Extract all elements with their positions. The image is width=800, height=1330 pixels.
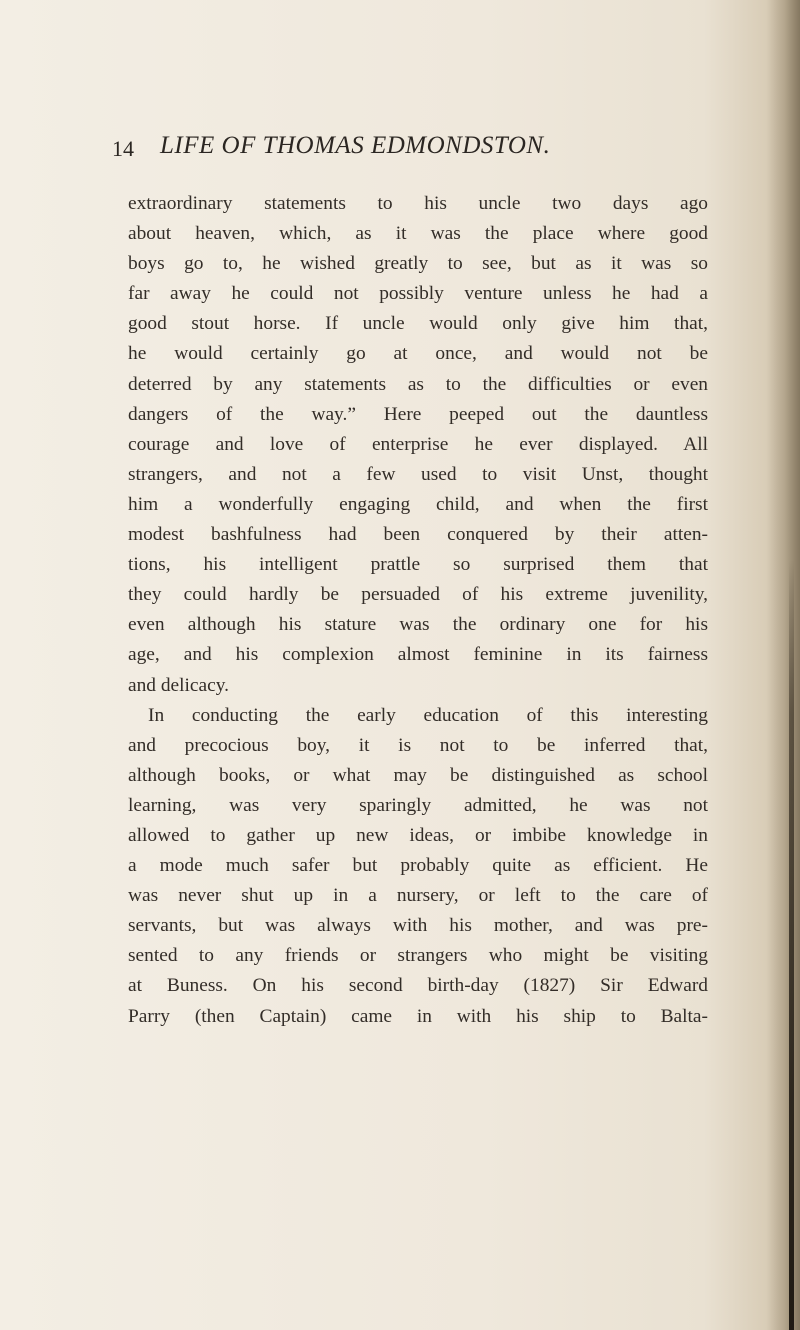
text-line: at Buness. On his second birth-day (1827) Sir Edward: [128, 975, 708, 997]
text-line: about heaven, which, as it was the place where good: [128, 223, 708, 245]
text-line: extraordinary statements to his uncle two days ago: [128, 193, 708, 214]
text-line: and precocious boy, it is not to be inferred that,: [128, 734, 708, 756]
text-line: servants, but was always with his mother, and was pre-: [128, 915, 708, 937]
text-line: although books, or what may be distinguished as school: [128, 764, 708, 786]
page-edge-shadow: [766, 0, 800, 1330]
page-binding-edge: [789, 560, 794, 1330]
body-text: [128, 189, 708, 1032]
text-line: dangers of the way.” Here peeped out the dauntless: [128, 403, 708, 425]
text-line: courage and love of enterprise he ever displayed. All: [128, 433, 708, 455]
text-line: strangers, and not a few used to visit Unst, thought: [128, 463, 708, 485]
text-line: far away he could not possibly venture unless he had a: [128, 283, 708, 305]
text-line: deterred by any statements as to the difficulties or even: [128, 373, 708, 395]
text-line: Parry (then Captain) came in with his ship to Balta-: [128, 1005, 708, 1027]
text-line: allowed to gather up new ideas, or imbibe knowledge in: [128, 824, 708, 846]
text-line: a mode much safer but probably quite as efficient. He: [128, 855, 708, 877]
text-line: he would certainly go at once, and would not be: [128, 343, 708, 365]
text-line: modest bashfulness had been conquered by their atten-: [128, 524, 708, 546]
text-line: boys go to, he wished greatly to see, but as it was so: [128, 253, 708, 275]
text-line: sented to any friends or strangers who might be visiting: [128, 945, 708, 967]
text-line: age, and his complexion almost feminine in its fairness: [128, 644, 708, 666]
text-line: In conducting the early education of this interesting: [148, 704, 708, 726]
text-line: good stout horse. If uncle would only give him that,: [128, 313, 708, 335]
text-line: and delicacy.: [128, 674, 230, 696]
text-line: him a wonderfully engaging child, and when the first: [128, 493, 708, 515]
text-line: even although his stature was the ordinary one for his: [128, 614, 708, 636]
page-number: 14: [112, 136, 134, 161]
page-header: [112, 132, 672, 172]
text-line: learning, was very sparingly admitted, he was not: [128, 794, 708, 816]
text-line: they could hardly be persuaded of his extreme juvenility,: [128, 584, 708, 606]
running-head: LIFE OF THOMAS EDMONDSTON.: [160, 132, 551, 159]
text-line: was never shut up in a nursery, or left to the care of: [128, 885, 708, 907]
text-line: tions, his intelligent prattle so surprised them that: [128, 554, 708, 576]
